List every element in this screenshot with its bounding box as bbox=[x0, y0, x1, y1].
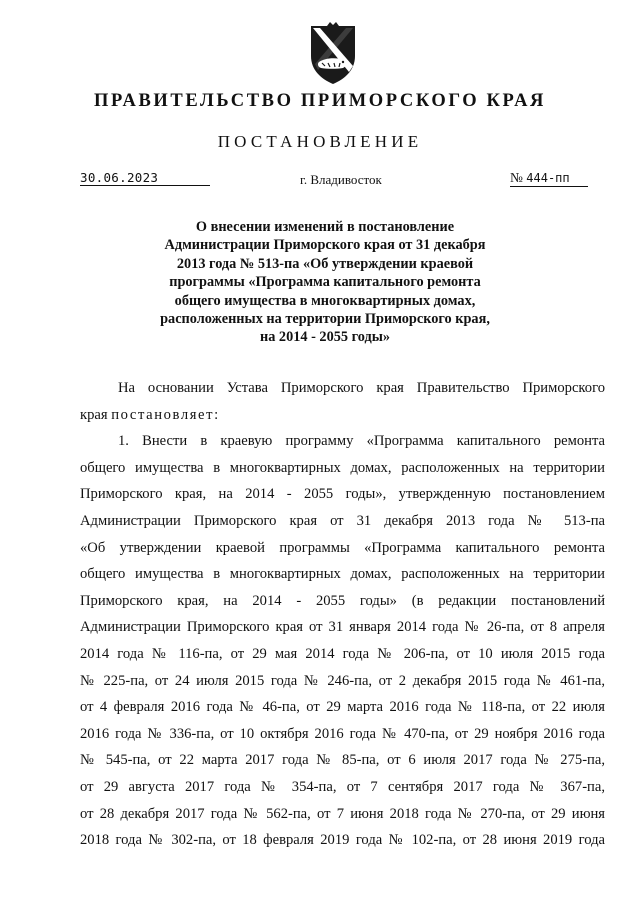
document-city: г. Владивосток bbox=[300, 172, 382, 187]
paragraph-line: «Об утверждении краевой программы «Программа капитального ремонта bbox=[80, 539, 605, 556]
paragraph-line: общего имущества в многоквартирных домах, расположенных на территории bbox=[80, 566, 605, 583]
subject-line: программы «Программа капитального ремонта bbox=[169, 274, 481, 291]
paragraph-line: Приморского края, на 2014 - 2055 годы» (в редакции постановлений bbox=[80, 592, 605, 609]
number-value: 444-пп bbox=[526, 171, 570, 185]
paragraph-line: № 545-па, от 22 марта 2017 года № 85-па, от 6 июля 2017 года № 275-па, bbox=[80, 752, 605, 769]
paragraph-line: 2014 года № 116-па, от 29 мая 2014 года № 206-па, от 10 июля 2015 года bbox=[80, 645, 605, 662]
subject-line: О внесении изменений в постановление bbox=[195, 219, 455, 235]
subject-line: на 2014 - 2055 годы» bbox=[259, 329, 391, 346]
paragraph-line: общего имущества в многоквартирных домах, расположенных на территории bbox=[80, 459, 605, 476]
subject-line: расположенных на территории Приморского края, bbox=[160, 311, 490, 328]
preamble-line bbox=[80, 402, 605, 429]
paragraph-line: от 28 декабря 2017 года № 562-па, от 7 июня 2018 года № 270-па, от 29 июня bbox=[80, 805, 605, 822]
paragraph-line: Администрации Приморского края от 31 января 2014 года № 26-па, от 8 апреля bbox=[80, 619, 605, 636]
preamble-text: края bbox=[80, 406, 112, 423]
resolves-word: постановляет: bbox=[111, 406, 220, 423]
paragraph-line: 2018 года № 302-па, от 18 февраля 2019 года № 102-па, от 28 июня 2019 года bbox=[80, 832, 605, 849]
document-subject bbox=[90, 218, 560, 347]
paragraph-line: Администрации Приморского края от 31 декабря 2013 года № 513-па bbox=[80, 512, 605, 529]
document-body bbox=[80, 375, 605, 854]
subject-line: общего имущества в многоквартирных домах, bbox=[174, 292, 476, 309]
organization-title: ПРАВИТЕЛЬСТВО ПРИМОРСКОГО КРАЯ bbox=[93, 91, 546, 111]
subject-line: 2013 года № 513-па «Об утверждении краевой bbox=[176, 255, 474, 272]
paragraph-line: № 225-па, от 24 июля 2015 года № 246-па, от 2 декабря 2015 года № 461-па, bbox=[80, 672, 605, 689]
paragraph-line: Приморского края, на 2014 - 2055 годы», утвержденную постановлением bbox=[80, 486, 605, 503]
document-type: ПОСТАНОВЛЕНИЕ bbox=[217, 132, 423, 151]
subject-line: Администрации Приморского края от 31 декабря bbox=[164, 237, 486, 254]
paragraph-line: от 4 февраля 2016 года № 46-па, от 29 марта 2016 года № 118-па, от 22 июля bbox=[80, 699, 605, 716]
number-sign: № bbox=[510, 170, 523, 185]
document-number bbox=[510, 170, 588, 187]
document-date: 30.06.2023 bbox=[80, 170, 210, 186]
paragraph-line: от 29 августа 2017 года № 354-па, от 7 сентября 2017 года № 367-па, bbox=[80, 778, 605, 795]
paragraph-line: 2016 года № 336-па, от 10 октября 2016 года № 470-па, от 29 ноября 2016 года bbox=[80, 725, 605, 742]
coat-of-arms-emblem bbox=[303, 22, 363, 86]
preamble-line: На основании Устава Приморского края Правительство Приморского bbox=[118, 380, 605, 396]
paragraph-line: 1. Внести в краевую программу «Программа капитального ремонта bbox=[118, 433, 605, 450]
